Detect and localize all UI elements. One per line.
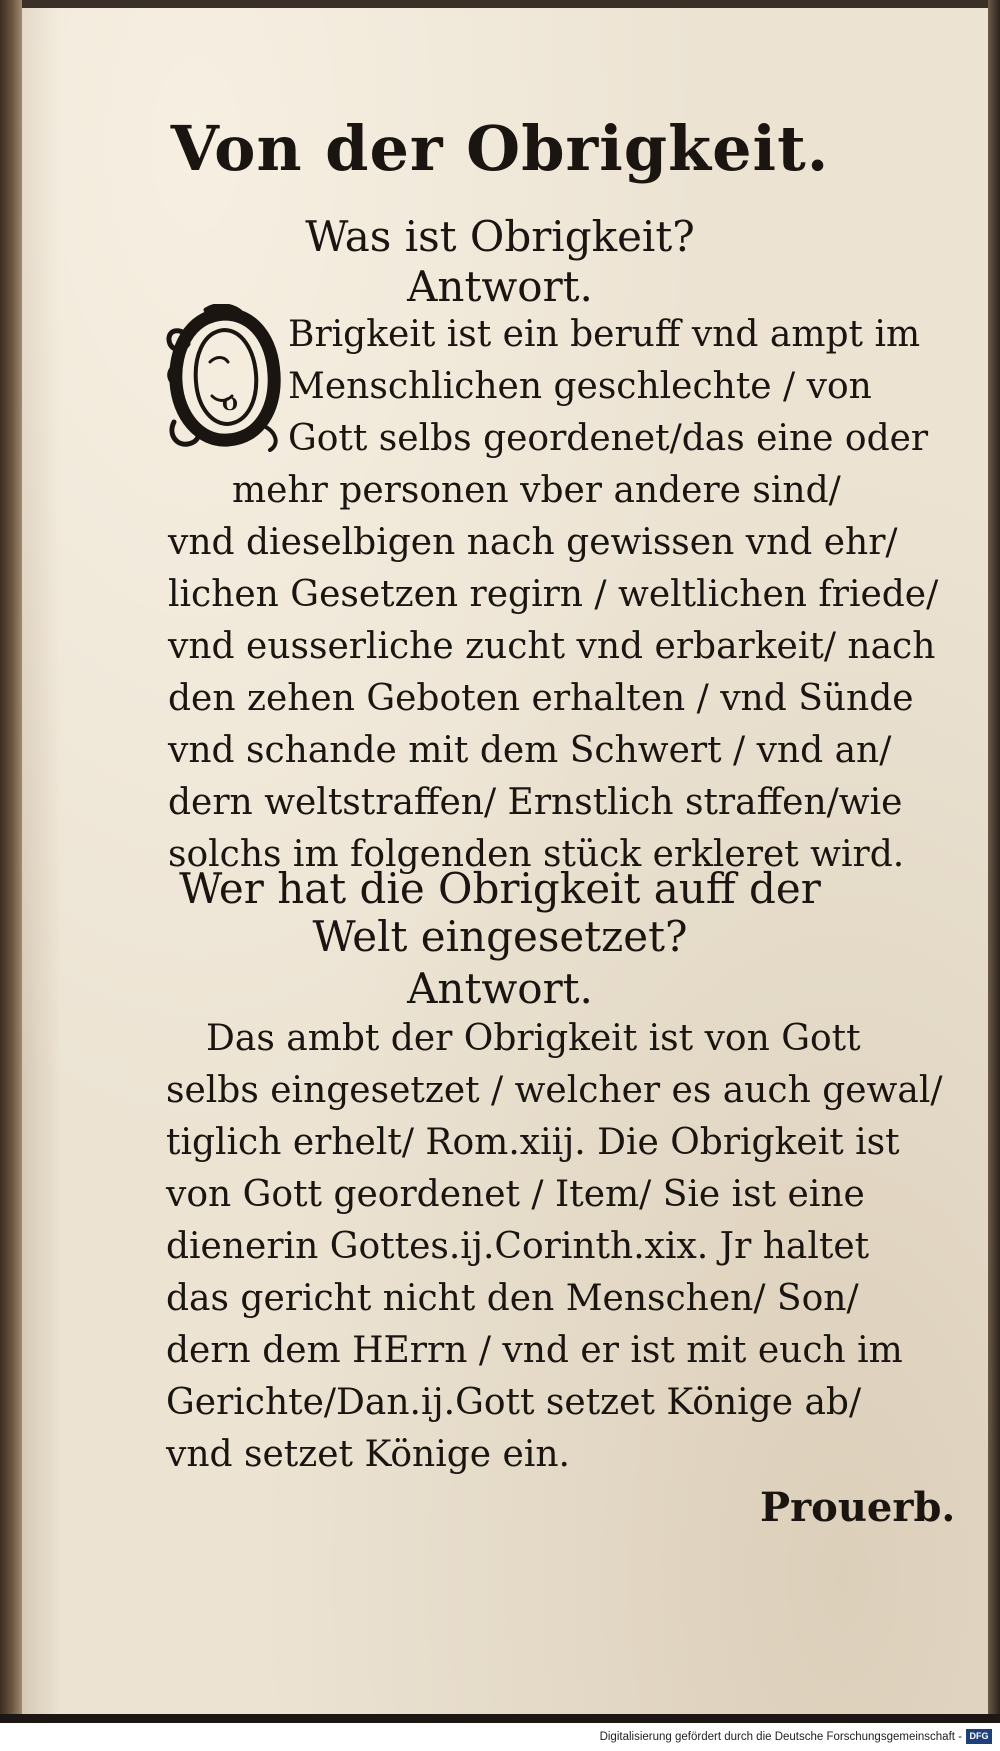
body-line-1-3: Gott selbs geordenet/das eine oder xyxy=(288,418,929,459)
body-line-2-5: dienerin Gottes.ij.Corinth.xix. Jr haltet xyxy=(166,1226,870,1267)
body-line-2-8: Gerichte/Dan.ij.Gott setzet Könige ab/ xyxy=(166,1382,862,1423)
body-line-2-7: dern dem HErrn / vnd er ist mit euch im xyxy=(166,1330,903,1371)
body-line-2-2: selbs eingesetzet / welcher es auch gewal/ xyxy=(166,1070,943,1111)
digitization-credit: Digitalisierung gefördert durch die Deutsche Forschungsgemeinschaft - xyxy=(599,1731,962,1743)
catchword: Prouerb. xyxy=(760,1484,956,1531)
body-line-2-6: das gericht nicht den Menschen/ Son/ xyxy=(166,1278,859,1319)
svg-text:O: O xyxy=(222,394,238,415)
body-line-1-4: mehr personen vber andere sind/ xyxy=(232,470,841,511)
body-line-1-8: den zehen Geboten erhalten / vnd Sünde xyxy=(168,678,914,719)
body-line-1-7: vnd eusserliche zucht vnd erbarkeit/ nach xyxy=(168,626,936,667)
body-line-2-4: von Gott geordenet / Item/ Sie ist eine xyxy=(166,1174,865,1215)
page-bottom-edge xyxy=(0,1714,1000,1723)
question-heading-2-line-2: Welt eingesetzet? xyxy=(312,912,688,961)
body-line-1-5: vnd dieselbigen nach gewissen vnd ehr/ xyxy=(168,522,898,563)
question-heading-2-line-1: Wer hat die Obrigkeit auff der xyxy=(179,864,821,913)
page-title: Von der Obrigkeit. xyxy=(170,112,830,185)
body-line-2-3: tiglich erhelt/ Rom.xiij. Die Obrigkeit ist xyxy=(166,1122,900,1163)
body-line-1-9: vnd schande mit dem Schwert / vnd an/ xyxy=(168,730,892,771)
body-line-2-1: Das ambt der Obrigkeit ist von Gott xyxy=(206,1018,861,1059)
body-line-1-11: solchs im folgenden stück erkleret wird. xyxy=(168,834,905,875)
body-line-1-2: Menschlichen geschlechte / von xyxy=(288,366,872,407)
dfg-logo: DFG xyxy=(966,1729,992,1744)
decorated-initial-O xyxy=(166,304,284,452)
body-line-1-10: dern weltstraffen/ Ernstlich straffen/wie xyxy=(168,782,903,823)
body-line-2-9: vnd setzet Könige ein. xyxy=(166,1434,570,1475)
answer-heading-2: Antwort. xyxy=(407,964,593,1013)
body-line-1-1: Brigkeit ist ein beruff vnd ampt im xyxy=(288,314,921,355)
body-line-1-6: lichen Gesetzen regirn / weltlichen friede/ xyxy=(168,574,939,615)
question-heading-1: Was ist Obrigkeit? xyxy=(305,212,695,261)
answer-heading-1: Antwort. xyxy=(407,262,593,311)
